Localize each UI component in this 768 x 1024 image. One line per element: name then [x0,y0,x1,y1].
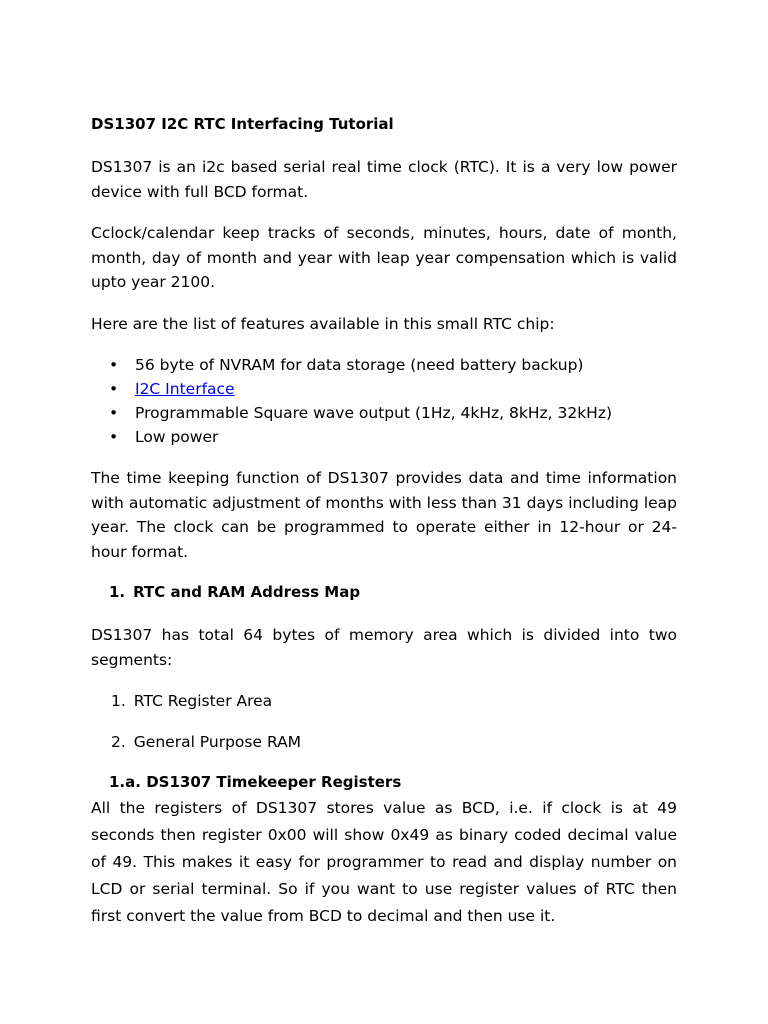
feature-item-square-wave: • Programmable Square wave output (1Hz, 4kHz, 8kHz, 32kHz) [135,401,677,425]
section-title: RTC and RAM Address Map [133,583,361,601]
document-title: DS1307 I2C RTC Interfacing Tutorial [91,115,394,133]
segment-label: General Purpose RAM [133,733,302,751]
subsection-heading-timekeeper [91,771,677,793]
intro-paragraph: DS1307 is an i2c based serial real time clock (RTC). It is a very low power device with full BCD format. [91,158,677,201]
subsection-title: DS1307 Timekeeper Registers [146,773,402,791]
bcd-paragraph: All the registers of DS1307 stores value as BCD, i.e. if clock is at 49 seconds then register 0x00 will show 0x49 as binary coded decimal value of 49. This makes it easy for programmer to read and display number on LCD or serial terminal. So if you want to use register values of RTC then first convert the value from BCD to decimal and then use it. [91,799,677,925]
calendar-paragraph: Cclock/calendar keep tracks of seconds, minutes, hours, date of month, month, day of month and year with leap year compensation which is valid upto year 2100. [91,224,677,291]
i2c-interface-link[interactable]: I2C Interface [135,380,235,398]
segment-item-general-ram [91,730,677,754]
section-heading-address-map [91,581,677,603]
features-list [91,353,677,449]
feature-item-i2c [135,377,677,401]
features-intro-paragraph: Here are the list of features available in this small RTC chip: [91,314,555,333]
feature-item-nvram: • 56 byte of NVRAM for data storage (need battery backup) [135,353,677,377]
segments-list [91,689,677,754]
subsection-number: 1.a. [109,773,141,791]
segment-number: 1. [111,692,126,710]
timekeeping-paragraph: The time keeping function of DS1307 provides data and time information with automatic adjustment of months with less than 31 days including leap year. The clock can be programmed to operate either in 12-hour or 24-hour format. [91,469,677,561]
feature-item-low-power: • Low power [135,425,677,449]
section-number: 1. [109,583,126,601]
memory-paragraph: DS1307 has total 64 bytes of memory area which is divided into two segments: [91,626,677,669]
segment-label: RTC Register Area [133,692,273,710]
segment-number: 2. [111,733,126,751]
segment-item-rtc-register [91,689,677,713]
